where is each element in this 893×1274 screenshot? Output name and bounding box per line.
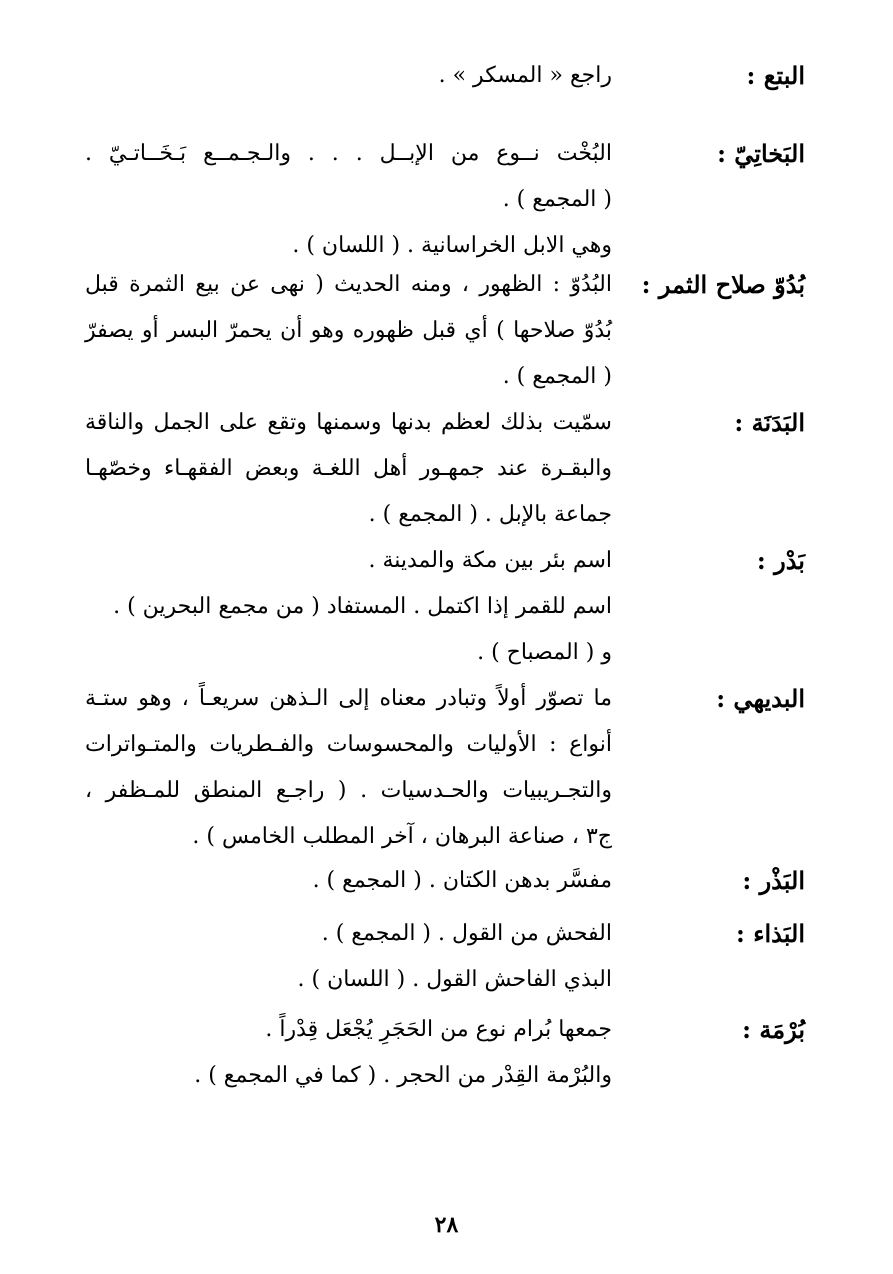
entry-definition: [85, 400, 612, 538]
definition-line: راجع « المسكر » .: [438, 63, 612, 88]
entry-term: البَخاتِيّ :: [717, 139, 805, 168]
definition-line: ما تصوّر أولاً وتبادر معناه إلى الـذهن سريعـاً ، وهو ستـة: [85, 686, 612, 711]
definition-line: بُدُوّ صلاحها ) أي قبل ظهوره وهو أن يحمرّ البسر أو يصفرّ: [85, 318, 612, 343]
entry-term: بَدْر :: [756, 546, 805, 575]
page-number: ٢٨: [434, 1212, 459, 1238]
definition-line: سمّيت بذلك لعظم بدنها وسمنها وتقع على الجمل والناقة: [85, 410, 612, 435]
definition-line: وهي الابل الخراسانية . ( اللسان ) .: [292, 233, 612, 258]
definition-line: البذي الفاحش القول . ( اللسان ) .: [297, 967, 612, 992]
entry-term: بُدُوّ صلاح الثمر :: [641, 270, 805, 299]
definition-line: والبقـرة عند جمهـور أهل اللغـة وبعض الفقهـاء وخصّهـا: [85, 456, 612, 481]
entry-term: البتع :: [746, 61, 805, 90]
definition-line: اسم بئر بين مكة والمدينة .: [368, 548, 612, 573]
definition-line: ( المجمع ) .: [502, 364, 612, 389]
definition-line: البُخْت نــوع من الإبــل . . . والـجـمــع بَـخَــاتـيّ .: [85, 141, 612, 166]
definition-line: والتجـريبيات والحـدسيات . ( راجـع المنطق للمـظفر ،: [85, 778, 612, 803]
entry-definition: [85, 1007, 612, 1099]
entry-term: البَذاء :: [736, 919, 805, 948]
entry-term: البديهي :: [716, 684, 805, 713]
definition-line: ج٣ ، صناعة البرهان ، آخر المطلب الخامس ) .: [192, 824, 612, 849]
definition-line: البُدُوّ : الظهور ، ومنه الحديث ( نهى عن بيع الثمرة قبل: [85, 272, 612, 297]
definition-line: مفسَّر بدهن الكتان . ( المجمع ) .: [312, 868, 612, 893]
definition-line: والبُرْمة القِدْر من الحجر . ( كما في المجمع ) .: [194, 1063, 612, 1088]
definition-line: اسم للقمر إذا اكتمل . المستفاد ( من مجمع البحرين ) .: [113, 594, 612, 619]
definition-line: الفحش من القول . ( المجمع ) .: [321, 921, 612, 946]
definition-line: ( المجمع ) .: [502, 187, 612, 212]
entry-term: البَدَنَة :: [734, 408, 805, 437]
definition-line: جماعة بالإبل . ( المجمع ) .: [368, 502, 612, 527]
entry-definition: [85, 858, 612, 904]
entry-definition: [85, 911, 612, 1003]
entry-definition: [85, 131, 612, 269]
entry-definition: [85, 538, 612, 676]
definition-line: جمعها بُرام نوع من الحَجَرِ يُجْعَل قِدْراً .: [265, 1017, 612, 1042]
entry-term: البَذْر :: [742, 866, 805, 895]
definition-line: أنواع : الأوليات والمحسوسات والفـطريات والمتـواترات: [85, 732, 612, 757]
entry-term: بُرْمَة :: [742, 1015, 805, 1044]
entry-definition: [85, 53, 612, 99]
definition-line: و ( المصباح ) .: [477, 640, 612, 665]
entry-definition: [85, 262, 612, 400]
entry-definition: [85, 676, 612, 860]
